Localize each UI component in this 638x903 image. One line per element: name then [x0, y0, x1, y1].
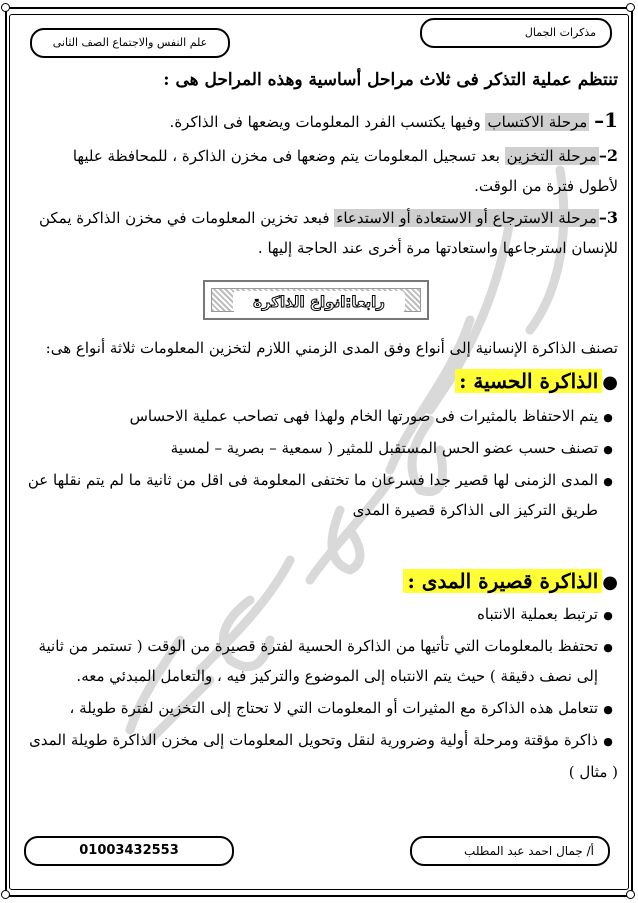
sensory-memory-heading [22, 366, 618, 398]
bullet-icon: ● [603, 475, 613, 488]
stage-number: 2– [598, 146, 618, 165]
stage-name: مرحلة الاكتساب [487, 113, 588, 131]
bullet-icon: ● [603, 735, 613, 748]
stage-number: 3– [598, 208, 618, 227]
stage-3-continuation: للإنسان استرجاعها واستعادتها مرة أخرى عند الحاجة إليها . [257, 239, 618, 257]
header-series-box [420, 18, 612, 48]
section-banner [203, 280, 429, 320]
bullet-icon: ● [603, 411, 613, 424]
list-item: ●ذاكرة مؤقتة ومرحلة أولية وضرورية لنقل وتحويل المعلومات إلى مخزن الذاكرة طويلة المدى [22, 726, 618, 756]
banner-title: رابعا:انواع الذاكرة [233, 291, 405, 313]
list-item: ●يتم الاحتفاظ بالمثيرات فى صورتها الخام ولهذا فهى تصاحب عملية الاحساس [22, 402, 618, 432]
list-item: ●تصنف حسب عضو الحس المستقبل للمثير ( سمعية – بصرية – لمسية [22, 434, 618, 464]
short-term-memory-title: الذاكرة قصيرة المدى : [403, 569, 602, 593]
stage-2-continuation: لأطول فترة من الوقت. [474, 177, 618, 195]
corner-ornament [1, 3, 10, 12]
intro-sentence: تنتظم عملية التذكر فى ثلاث مراحل أساسية وهذه المراحل هى : [163, 70, 618, 90]
stage-1 [22, 106, 618, 136]
list-item: ●ترتبط بعملية الانتباه [22, 600, 618, 630]
header-subject: علم النفس والاجتماع الصف الثانى [52, 36, 208, 49]
corner-ornament [626, 3, 635, 12]
bullet-icon: ● [603, 443, 613, 456]
corner-ornament [626, 890, 635, 899]
list-item: ●المدى الزمنى لها قصير جدا فسرعان ما تختفى المعلومة فى اقل من ثانية ما لم يتم نقلها عن [22, 466, 618, 496]
example-note: ( مثال ) [568, 763, 618, 781]
sensory-memory-title: الذاكرة الحسية : [455, 369, 602, 393]
stage-number: 1– [594, 108, 618, 132]
footer-phone-box [24, 836, 234, 866]
stage-2 [22, 142, 618, 170]
stage-description: وفيها يكتسب الفرد المعلومات ويضعها فى الذاكرة. [169, 113, 486, 131]
stage-description: فبعد تخزين المعلومات في مخزن الذاكرة يمكن [38, 209, 335, 227]
footer-author-box [410, 836, 610, 866]
list-item: ●تتعامل هذه الذاكرة مع المثيرات أو المعلومات التي لا تحتاج إلى التخزين لفترة طويلة ، [22, 694, 618, 724]
bullet-icon: ● [602, 572, 618, 593]
bullet-icon: ● [603, 703, 613, 716]
header-series: مذكرات الجمال [524, 26, 596, 39]
stage-3 [22, 204, 618, 232]
list-item-continuation: إلى نصف دقيقة ) حيث يتم الانتباه إلى الموضوع والتركيز فيه ، والتعامل المبدئي معه. [76, 667, 598, 685]
list-item-continuation: طريق التركيز الى الذاكرة قصيرة المدى [352, 501, 598, 519]
corner-ornament [1, 890, 10, 899]
stage-name: مرحلة التخزين [506, 147, 597, 165]
types-intro: تصنف الذاكرة الإنسانية إلى أنواع وفق المدى الزمني اللازم لتخزين المعلومات ثلاثة أنواع هى: [45, 339, 618, 357]
short-term-memory-heading [22, 566, 618, 598]
stage-description: بعد تسجيل المعلومات يتم وضعها فى مخزن الذاكرة ، للمحافظة عليها [72, 147, 505, 165]
footer-author: أ/ جمال احمد عبد المطلب [464, 844, 594, 858]
bullet-icon: ● [603, 609, 613, 622]
bullet-icon: ● [602, 372, 618, 393]
stage-name: مرحلة الاسترجاع أو الاستعادة أو الاستدعاء [336, 209, 597, 227]
header-subject-box [30, 28, 230, 58]
list-item: ●تحتفظ بالمعلومات التي تأتيها من الذاكرة الحسية لفترة قصيرة من الوقت ( تستمر من ثانية [22, 632, 618, 662]
footer-phone: 01003432553 [79, 843, 179, 858]
bullet-icon: ● [603, 641, 613, 654]
